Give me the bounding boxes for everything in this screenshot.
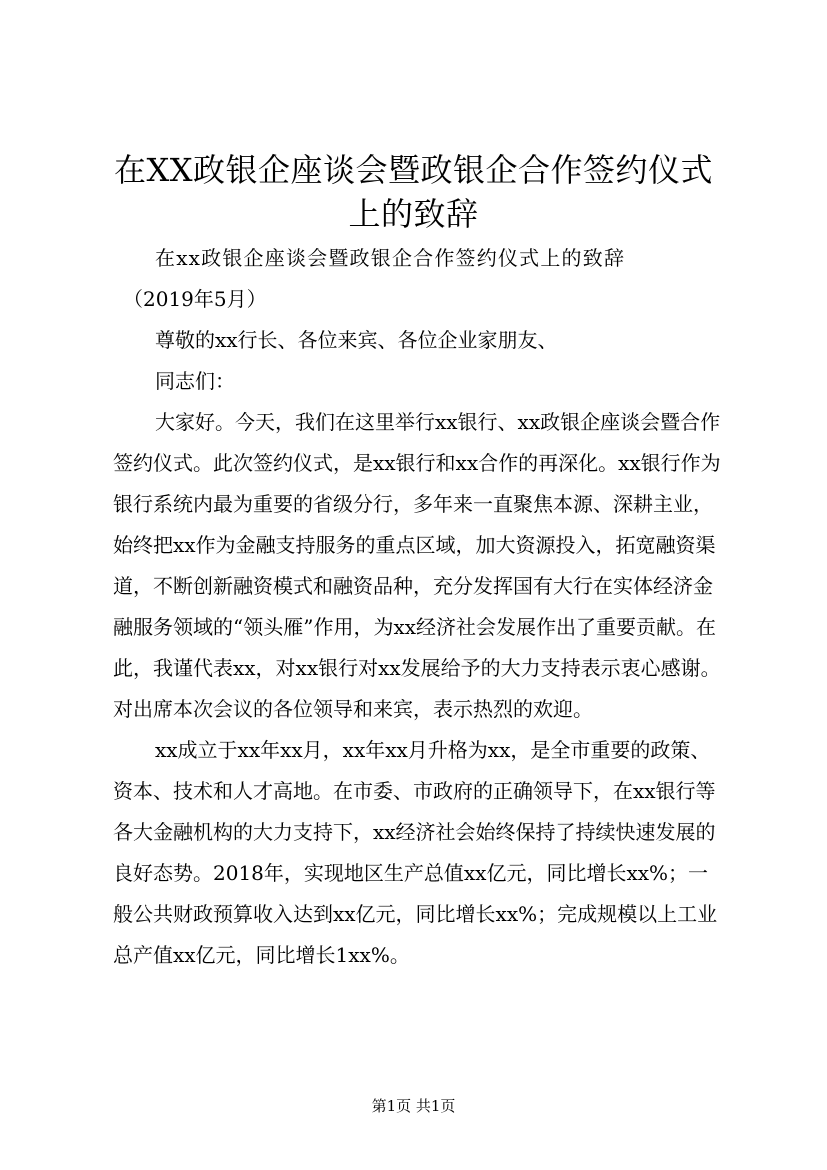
- page-number-footer: 第1页 共1页: [371, 1097, 456, 1115]
- document-body: [113, 238, 723, 976]
- document-title: 在XX政银企座谈会暨政银企合作签约仪式上的致辞: [113, 151, 714, 233]
- salutation-continued-paragraph: 同志们：: [155, 369, 235, 393]
- body-paragraph-1: 大家好。今天，我们在这里举行xx银行、xx政银企座谈会暨合作签约仪式。此次签约仪式，是xx银行和xx合作的再深化。xx银行作为银行系统内最为重要的省级分行，多年来一直聚焦本源、深耕主业，始终把xx作为金融支持服务的重点区域，加大资源投入，拓宽融资渠道，不断创新融资模式和融资品种，充分发挥国有大行在实体经济金融服务领域的“领头雁”作用，为xx经济社会发展作出了重要贡献。在此，我谨代表xx，对xx银行对xx发展给予的大力支持表示衷心感谢。对出席本次会议的各位领导和来宾，表示热烈的欢迎。: [113, 410, 721, 721]
- subtitle-paragraph: 在xx政银企座谈会暨政银企合作签约仪式上的致辞: [155, 246, 626, 270]
- salutation-paragraph: 尊敬的xx行长、各位来宾、各位企业家朋友、: [155, 328, 558, 352]
- date-paragraph: （2019年5月）: [123, 287, 267, 311]
- body-paragraph-2: xx成立于xx年xx月，xx年xx月升格为xx，是全市重要的政策、资本、技术和人才高地。在市委、市政府的正确领导下，在xx银行等各大金融机构的大力支持下，xx经济社会始终保持了持续快速发展的良好态势。2018年，实现地区生产总值xx亿元，同比增长xx%；一般公共财政预算收入达到xx亿元，同比增长xx%；完成规模以上工业总产值xx亿元，同比增长1xx%。: [113, 738, 718, 967]
